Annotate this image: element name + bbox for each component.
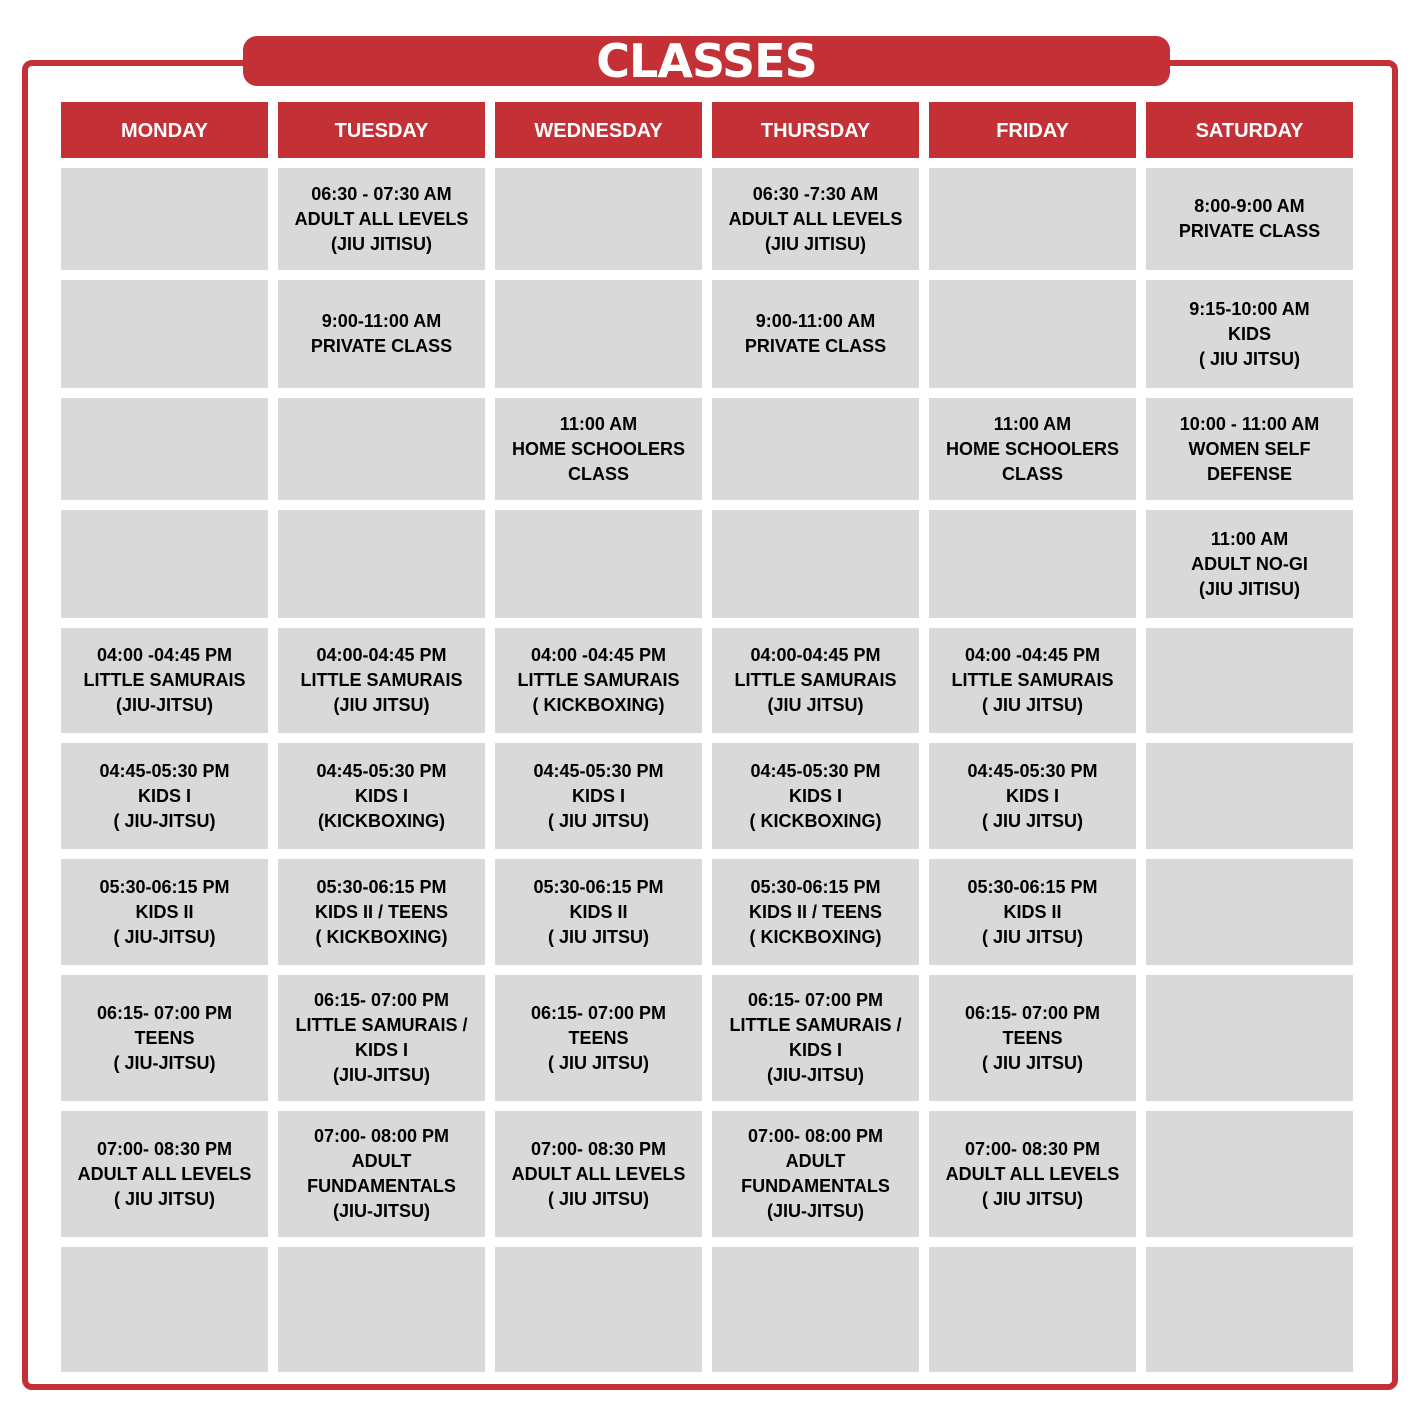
class-cell-text: 07:00- 08:30 PM ADULT ALL LEVELS ( JIU JITSU) bbox=[77, 1138, 252, 1209]
class-cell-monday-row-3 bbox=[61, 398, 268, 500]
class-cell-thursday-row-2 bbox=[712, 280, 919, 388]
class-cell-text: 05:30-06:15 PM KIDS II / TEENS ( KICKBOXING) bbox=[748, 876, 883, 947]
class-cell-text: 10:00 - 11:00 AM WOMEN SELF DEFENSE bbox=[1179, 413, 1320, 484]
class-cell-saturday-row-6 bbox=[1146, 743, 1353, 849]
class-cell-monday-row-9 bbox=[61, 1111, 268, 1237]
class-cell-text: 11:00 AM HOME SCHOOLERS CLASS bbox=[945, 413, 1119, 484]
class-cell-friday-row-4 bbox=[929, 510, 1136, 618]
class-cell-tuesday-row-6 bbox=[278, 743, 485, 849]
class-cell-wednesday-row-2 bbox=[495, 280, 702, 388]
class-cell-friday-row-5 bbox=[929, 628, 1136, 733]
class-cell-monday-row-10 bbox=[61, 1247, 268, 1372]
class-cell-friday-row-3 bbox=[929, 398, 1136, 500]
class-cell-text: 07:00- 08:00 PM ADULT FUNDAMENTALS (JIU-JITSU) bbox=[307, 1126, 456, 1221]
class-cell-text: 06:30 -7:30 AM ADULT ALL LEVELS (JIU JITISU) bbox=[728, 183, 903, 254]
class-cell-text: 9:15-10:00 AM KIDS ( JIU JITSU) bbox=[1189, 298, 1310, 369]
class-cell-text: 04:45-05:30 PM KIDS I ( JIU-JITSU) bbox=[99, 760, 230, 831]
class-cell-saturday-row-8 bbox=[1146, 975, 1353, 1101]
class-cell-text: 04:00 -04:45 PM LITTLE SAMURAIS ( JIU JITSU) bbox=[951, 645, 1114, 715]
class-cell-wednesday-row-4 bbox=[495, 510, 702, 618]
class-cell-text: 04:00-04:45 PM LITTLE SAMURAIS (JIU JITSU) bbox=[300, 645, 463, 715]
class-cell-text: 05:30-06:15 PM KIDS II ( JIU JITSU) bbox=[967, 876, 1098, 947]
day-header-thursday: THURSDAY bbox=[712, 102, 919, 158]
class-cell-text: 05:30-06:15 PM KIDS II ( JIU-JITSU) bbox=[99, 876, 230, 947]
class-cell-wednesday-row-5 bbox=[495, 628, 702, 733]
class-cell-text: 11:00 AM ADULT NO-GI (JIU JITISU) bbox=[1191, 528, 1308, 599]
class-cell-monday-row-2 bbox=[61, 280, 268, 388]
title-banner bbox=[243, 36, 1170, 86]
class-cell-saturday-row-5 bbox=[1146, 628, 1353, 733]
class-cell-thursday-row-1 bbox=[712, 168, 919, 270]
class-cell-tuesday-row-3 bbox=[278, 398, 485, 500]
class-cell-tuesday-row-5 bbox=[278, 628, 485, 733]
class-cell-tuesday-row-7 bbox=[278, 859, 485, 965]
class-cell-saturday-row-2 bbox=[1146, 280, 1353, 388]
class-cell-text: 04:00 -04:45 PM LITTLE SAMURAIS (JIU-JITSU) bbox=[83, 645, 246, 715]
class-cell-monday-row-8 bbox=[61, 975, 268, 1101]
class-cell-monday-row-7 bbox=[61, 859, 268, 965]
class-cell-text: 04:45-05:30 PM KIDS I ( JIU JITSU) bbox=[967, 760, 1098, 831]
class-cell-friday-row-1 bbox=[929, 168, 1136, 270]
class-cell-friday-row-9 bbox=[929, 1111, 1136, 1237]
page-title: CLASSES bbox=[596, 34, 817, 88]
class-cell-text: 06:15- 07:00 PM LITTLE SAMURAIS / KIDS I (JIU-JITSU) bbox=[729, 990, 902, 1085]
class-cell-thursday-row-5 bbox=[712, 628, 919, 733]
class-cell-tuesday-row-8 bbox=[278, 975, 485, 1101]
class-cell-thursday-row-8 bbox=[712, 975, 919, 1101]
class-cell-saturday-row-4 bbox=[1146, 510, 1353, 618]
class-cell-text: 06:15- 07:00 PM TEENS ( JIU JITSU) bbox=[530, 1002, 667, 1073]
day-header-saturday: SATURDAY bbox=[1146, 102, 1353, 158]
day-header-wednesday: WEDNESDAY bbox=[495, 102, 702, 158]
day-header-tuesday: TUESDAY bbox=[278, 102, 485, 158]
class-cell-wednesday-row-7 bbox=[495, 859, 702, 965]
class-cell-tuesday-row-10 bbox=[278, 1247, 485, 1372]
class-cell-text: 07:00- 08:30 PM ADULT ALL LEVELS ( JIU JITSU) bbox=[511, 1138, 686, 1209]
class-cell-text: 07:00- 08:00 PM ADULT FUNDAMENTALS (JIU-JITSU) bbox=[741, 1126, 890, 1221]
class-cell-text: 8:00-9:00 AM PRIVATE CLASS bbox=[1178, 196, 1321, 241]
class-cell-friday-row-6 bbox=[929, 743, 1136, 849]
class-cell-wednesday-row-6 bbox=[495, 743, 702, 849]
class-cell-tuesday-row-4 bbox=[278, 510, 485, 618]
class-cell-thursday-row-6 bbox=[712, 743, 919, 849]
class-cell-text: 9:00-11:00 AM PRIVATE CLASS bbox=[744, 311, 887, 356]
class-cell-monday-row-4 bbox=[61, 510, 268, 618]
class-cell-friday-row-2 bbox=[929, 280, 1136, 388]
class-cell-wednesday-row-8 bbox=[495, 975, 702, 1101]
class-cell-text: 11:00 AM HOME SCHOOLERS CLASS bbox=[511, 413, 685, 484]
class-cell-wednesday-row-1 bbox=[495, 168, 702, 270]
class-cell-thursday-row-7 bbox=[712, 859, 919, 965]
class-cell-friday-row-7 bbox=[929, 859, 1136, 965]
class-cell-text: 04:45-05:30 PM KIDS I (KICKBOXING) bbox=[316, 760, 447, 831]
class-cell-tuesday-row-9 bbox=[278, 1111, 485, 1237]
class-cell-text: 07:00- 08:30 PM ADULT ALL LEVELS ( JIU JITSU) bbox=[945, 1138, 1120, 1209]
class-cell-tuesday-row-2 bbox=[278, 280, 485, 388]
class-cell-text: 05:30-06:15 PM KIDS II ( JIU JITSU) bbox=[533, 876, 664, 947]
class-cell-text: 04:00 -04:45 PM LITTLE SAMURAIS ( KICKBOXING) bbox=[517, 645, 680, 715]
schedule-grid bbox=[61, 102, 1353, 1372]
class-cell-thursday-row-10 bbox=[712, 1247, 919, 1372]
class-cell-monday-row-6 bbox=[61, 743, 268, 849]
class-cell-tuesday-row-1 bbox=[278, 168, 485, 270]
class-cell-saturday-row-10 bbox=[1146, 1247, 1353, 1372]
class-cell-saturday-row-1 bbox=[1146, 168, 1353, 270]
class-cell-text: 04:45-05:30 PM KIDS I ( JIU JITSU) bbox=[533, 760, 664, 831]
class-cell-text: 06:30 - 07:30 AM ADULT ALL LEVELS (JIU JITISU) bbox=[294, 183, 469, 254]
class-cell-monday-row-5 bbox=[61, 628, 268, 733]
class-cell-saturday-row-9 bbox=[1146, 1111, 1353, 1237]
class-cell-thursday-row-3 bbox=[712, 398, 919, 500]
class-cell-saturday-row-7 bbox=[1146, 859, 1353, 965]
day-header-monday: MONDAY bbox=[61, 102, 268, 158]
class-cell-wednesday-row-9 bbox=[495, 1111, 702, 1237]
class-cell-text: 04:00-04:45 PM LITTLE SAMURAIS (JIU JITSU) bbox=[734, 645, 897, 715]
class-cell-text: 9:00-11:00 AM PRIVATE CLASS bbox=[310, 311, 453, 356]
class-cell-friday-row-8 bbox=[929, 975, 1136, 1101]
class-cell-text: 06:15- 07:00 PM TEENS ( JIU JITSU) bbox=[964, 1002, 1101, 1073]
class-cell-text: 06:15- 07:00 PM LITTLE SAMURAIS / KIDS I (JIU-JITSU) bbox=[295, 990, 468, 1085]
class-cell-friday-row-10 bbox=[929, 1247, 1136, 1372]
class-cell-monday-row-1 bbox=[61, 168, 268, 270]
class-cell-saturday-row-3 bbox=[1146, 398, 1353, 500]
day-header-friday: FRIDAY bbox=[929, 102, 1136, 158]
class-cell-text: 06:15- 07:00 PM TEENS ( JIU-JITSU) bbox=[96, 1002, 233, 1073]
class-cell-text: 04:45-05:30 PM KIDS I ( KICKBOXING) bbox=[749, 760, 882, 831]
class-cell-thursday-row-9 bbox=[712, 1111, 919, 1237]
class-cell-wednesday-row-10 bbox=[495, 1247, 702, 1372]
class-cell-text: 05:30-06:15 PM KIDS II / TEENS ( KICKBOXING) bbox=[314, 876, 449, 947]
class-cell-thursday-row-4 bbox=[712, 510, 919, 618]
class-cell-wednesday-row-3 bbox=[495, 398, 702, 500]
